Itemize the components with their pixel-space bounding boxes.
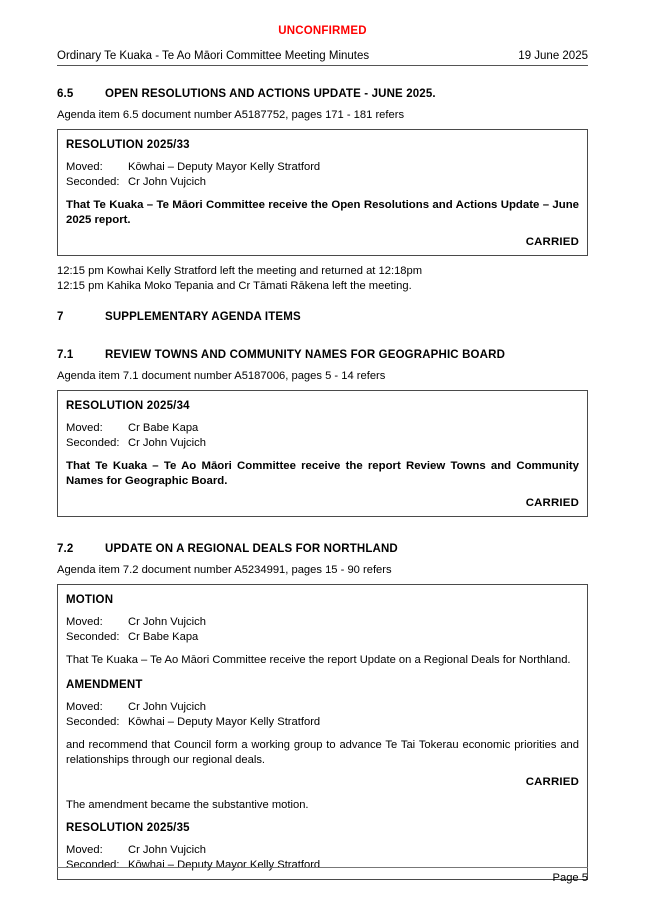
movers-block	[66, 615, 579, 644]
seconded-name: Kōwhai – Deputy Mayor Kelly Stratford	[128, 858, 321, 871]
seconded-name: Cr John Vujcich	[128, 436, 206, 449]
section-number: 7.2	[57, 543, 74, 555]
footer-divider	[57, 867, 588, 868]
section-title: UPDATE ON A REGIONAL DEALS FOR NORTHLAND	[105, 543, 398, 555]
agenda-reference-7-2: Agenda item 7.2 document number A5234991, pages 15 - 90 refers	[57, 564, 392, 576]
attendance-notes	[57, 264, 588, 293]
moved-name: Cr John Vujcich	[128, 844, 206, 856]
page-footer	[57, 867, 588, 884]
document-title: Ordinary Te Kuaka - Te Ao Māori Committee Meeting Minutes	[57, 50, 370, 62]
status-banner: UNCONFIRMED	[278, 25, 367, 37]
seconded-label: Seconded:	[66, 858, 120, 871]
section-heading-7-2	[57, 543, 588, 555]
seconded-label: Seconded:	[66, 175, 120, 188]
section-title: REVIEW TOWNS AND COMMUNITY NAMES FOR GEOGRAPHIC BOARD	[105, 349, 506, 361]
seconded-label: Seconded:	[66, 715, 120, 728]
moved-name: Cr John Vujcich	[128, 616, 206, 628]
amendment-text: and recommend that Council form a working group to advance Te Tai Tokerau economic priorities and relationships through our regional deals.	[66, 739, 579, 766]
moved-name: Cr John Vujcich	[128, 701, 206, 713]
resolution-heading: RESOLUTION 2025/35	[66, 822, 190, 834]
moved-label: Moved:	[66, 701, 103, 713]
amendment-heading: AMENDMENT	[66, 679, 143, 691]
section-number: 7.1	[57, 349, 74, 361]
page-header	[57, 38, 588, 66]
attendance-note: 12:15 pm Kowhai Kelly Stratford left the meeting and returned at 12:18pm	[57, 265, 423, 277]
movers-block	[66, 160, 579, 189]
resolution-box-2025-34	[57, 390, 588, 517]
attendance-note: 12:15 pm Kahika Moko Tepania and Cr Tāmati Rākena left the meeting.	[57, 279, 412, 292]
seconded-name: Kōwhai – Deputy Mayor Kelly Stratford	[128, 715, 321, 728]
seconded-row	[66, 715, 579, 730]
moved-row	[66, 700, 579, 715]
moved-row	[66, 421, 579, 436]
movers-block	[66, 421, 579, 450]
substantive-motion-note: The amendment became the substantive motion.	[66, 799, 309, 811]
motion-box-7-2	[57, 584, 588, 880]
moved-name: Kōwhai – Deputy Mayor Kelly Stratford	[128, 161, 321, 173]
section-heading-7-1	[57, 349, 588, 361]
seconded-name: Cr Babe Kapa	[128, 630, 199, 643]
seconded-row	[66, 175, 579, 190]
movers-block	[66, 700, 579, 729]
resolution-text: That Te Kuaka – Te Ao Māori Committee receive the report Review Towns and Community Names for Geographic Board.	[66, 460, 579, 487]
moved-label: Moved:	[66, 844, 103, 856]
moved-label: Moved:	[66, 422, 103, 434]
seconded-label: Seconded:	[66, 436, 120, 449]
section-heading-7	[57, 311, 588, 323]
resolution-outcome: CARRIED	[525, 497, 579, 509]
moved-label: Moved:	[66, 616, 103, 628]
page-number: Page 5	[552, 872, 588, 884]
resolution-heading: RESOLUTION 2025/34	[66, 400, 190, 412]
section-number: 7	[57, 311, 64, 323]
amendment-outcome: CARRIED	[525, 776, 579, 788]
seconded-row	[66, 436, 579, 451]
section-number: 6.5	[57, 88, 74, 100]
resolution-outcome: CARRIED	[525, 236, 579, 248]
moved-row	[66, 843, 579, 858]
resolution-box-2025-33	[57, 129, 588, 256]
section-heading-6-5	[57, 88, 588, 100]
moved-name: Cr Babe Kapa	[128, 422, 199, 434]
resolution-text: That Te Kuaka – Te Māori Committee receive the Open Resolutions and Actions Update – June 2025 report.	[66, 199, 579, 226]
resolution-heading: RESOLUTION 2025/33	[66, 139, 190, 151]
motion-text: That Te Kuaka – Te Ao Māori Committee receive the report Update on a Regional Deals for Northland.	[66, 654, 571, 666]
section-title: OPEN RESOLUTIONS AND ACTIONS UPDATE - JUNE 2025.	[105, 88, 436, 100]
moved-label: Moved:	[66, 161, 103, 173]
agenda-reference-6-5: Agenda item 6.5 document number A5187752, pages 171 - 181 refers	[57, 109, 405, 121]
motion-heading: MOTION	[66, 594, 114, 606]
moved-row	[66, 615, 579, 630]
seconded-name: Cr John Vujcich	[128, 175, 206, 188]
agenda-reference-7-1: Agenda item 7.1 document number A5187006, pages 5 - 14 refers	[57, 370, 386, 382]
seconded-label: Seconded:	[66, 630, 120, 643]
seconded-row	[66, 630, 579, 645]
moved-row	[66, 160, 579, 175]
section-title: SUPPLEMENTARY AGENDA ITEMS	[105, 311, 301, 323]
meeting-date: 19 June 2025	[518, 50, 588, 62]
